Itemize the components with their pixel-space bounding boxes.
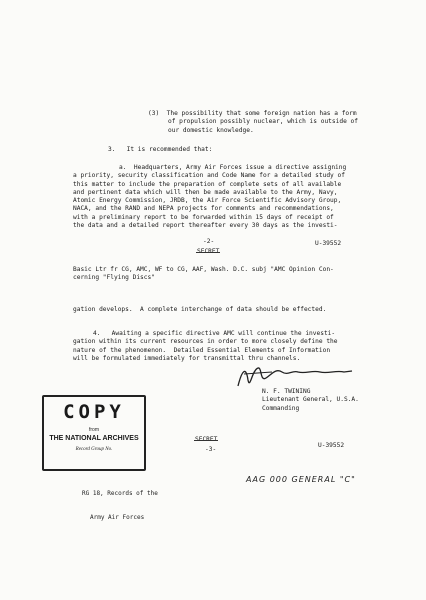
record-group-note	[82, 474, 158, 538]
stamp-from-word: from	[89, 427, 99, 433]
item-3-line-3: our domestic knowledge.	[168, 126, 254, 134]
stamp-record-group: Record Group No.	[75, 447, 113, 452]
rg-line-1: RG 18, Records of the	[82, 490, 158, 497]
sub-a-line-1: a. Headquarters, Army Air Forces issue a directive assigning	[119, 164, 347, 171]
page-2-class-strike	[196, 252, 220, 253]
page-2-doc-number: U-39552	[315, 240, 342, 247]
page-3-number: -3-	[205, 446, 217, 453]
basic-letter-line-2: cerning "Flying Discs"	[73, 274, 155, 282]
signer-title: Lieutenant General, U.S.A.	[262, 396, 359, 404]
para-4-line-1: 4. Awaiting a specific directive AMC will continue the investi-	[93, 330, 336, 337]
sub-a-line-5: Atomic Energy Commission, JRDB, the Air Force Scientific Advisory Group,	[73, 197, 342, 205]
continuation-line: gation develops. A complete interchange of data should be effected.	[73, 306, 327, 313]
sub-a-block	[73, 164, 346, 230]
sub-a-line-4: and pertinent data which will then be made available to the Army, Navy,	[73, 188, 338, 196]
item-3-line-1: (3) The possibility that some foreign nation has a form	[148, 110, 357, 117]
stamp-copy-word: COPY	[63, 401, 125, 423]
signer-role: Commanding	[262, 404, 300, 412]
basic-letter-ref	[73, 266, 334, 283]
para-4-block	[73, 330, 338, 363]
national-archives-stamp	[42, 395, 146, 471]
basic-letter-line-1: Basic Ltr fr CG, AMC, WF to CG, AAF, Wash. D.C. subj "AMC Opinion Con-	[73, 266, 334, 273]
para-4-line-4: will be formulated immediately for transmittal thru channels.	[73, 354, 301, 362]
page-3-class-strike	[194, 440, 218, 441]
recommend-heading: 3. It is recommended that:	[108, 146, 213, 153]
handwritten-file-note: AAG 000 GENERAL "C"	[246, 475, 356, 484]
sub-a-line-3: this matter to include the preparation of complete sets of all available	[73, 180, 342, 188]
para-4-line-2: gation within its current resources in order to more closely define the	[73, 338, 338, 346]
rg-line-2: Army Air Forces	[90, 514, 145, 521]
sub-a-line-2: a priority, security classification and Code Name for a detailed study of	[73, 172, 345, 180]
sub-a-line-6: NACA, and the RAND and NEPA projects for comments and recommendations,	[73, 205, 334, 213]
page-3-doc-number: U-39552	[318, 442, 345, 449]
item-3-line-2: of propulsion possibly nuclear, which is outside of	[168, 118, 358, 126]
signer-name: N. F. TWINING	[262, 388, 311, 395]
stamp-archives-name: THE NATIONAL ARCHIVES	[49, 435, 139, 442]
signature-block	[262, 388, 359, 413]
sub-a-line-8: the data and a detailed report thereafter every 30 days as the investi-	[73, 222, 338, 230]
item-3-block	[148, 110, 358, 135]
para-4-line-3: nature of the phenomenon. Detailed Essential Elements of Information	[73, 346, 331, 354]
page-2-number: -2-	[203, 238, 215, 245]
sub-a-line-7: with a preliminary report to be forwarded within 15 days of receipt of	[73, 213, 334, 221]
